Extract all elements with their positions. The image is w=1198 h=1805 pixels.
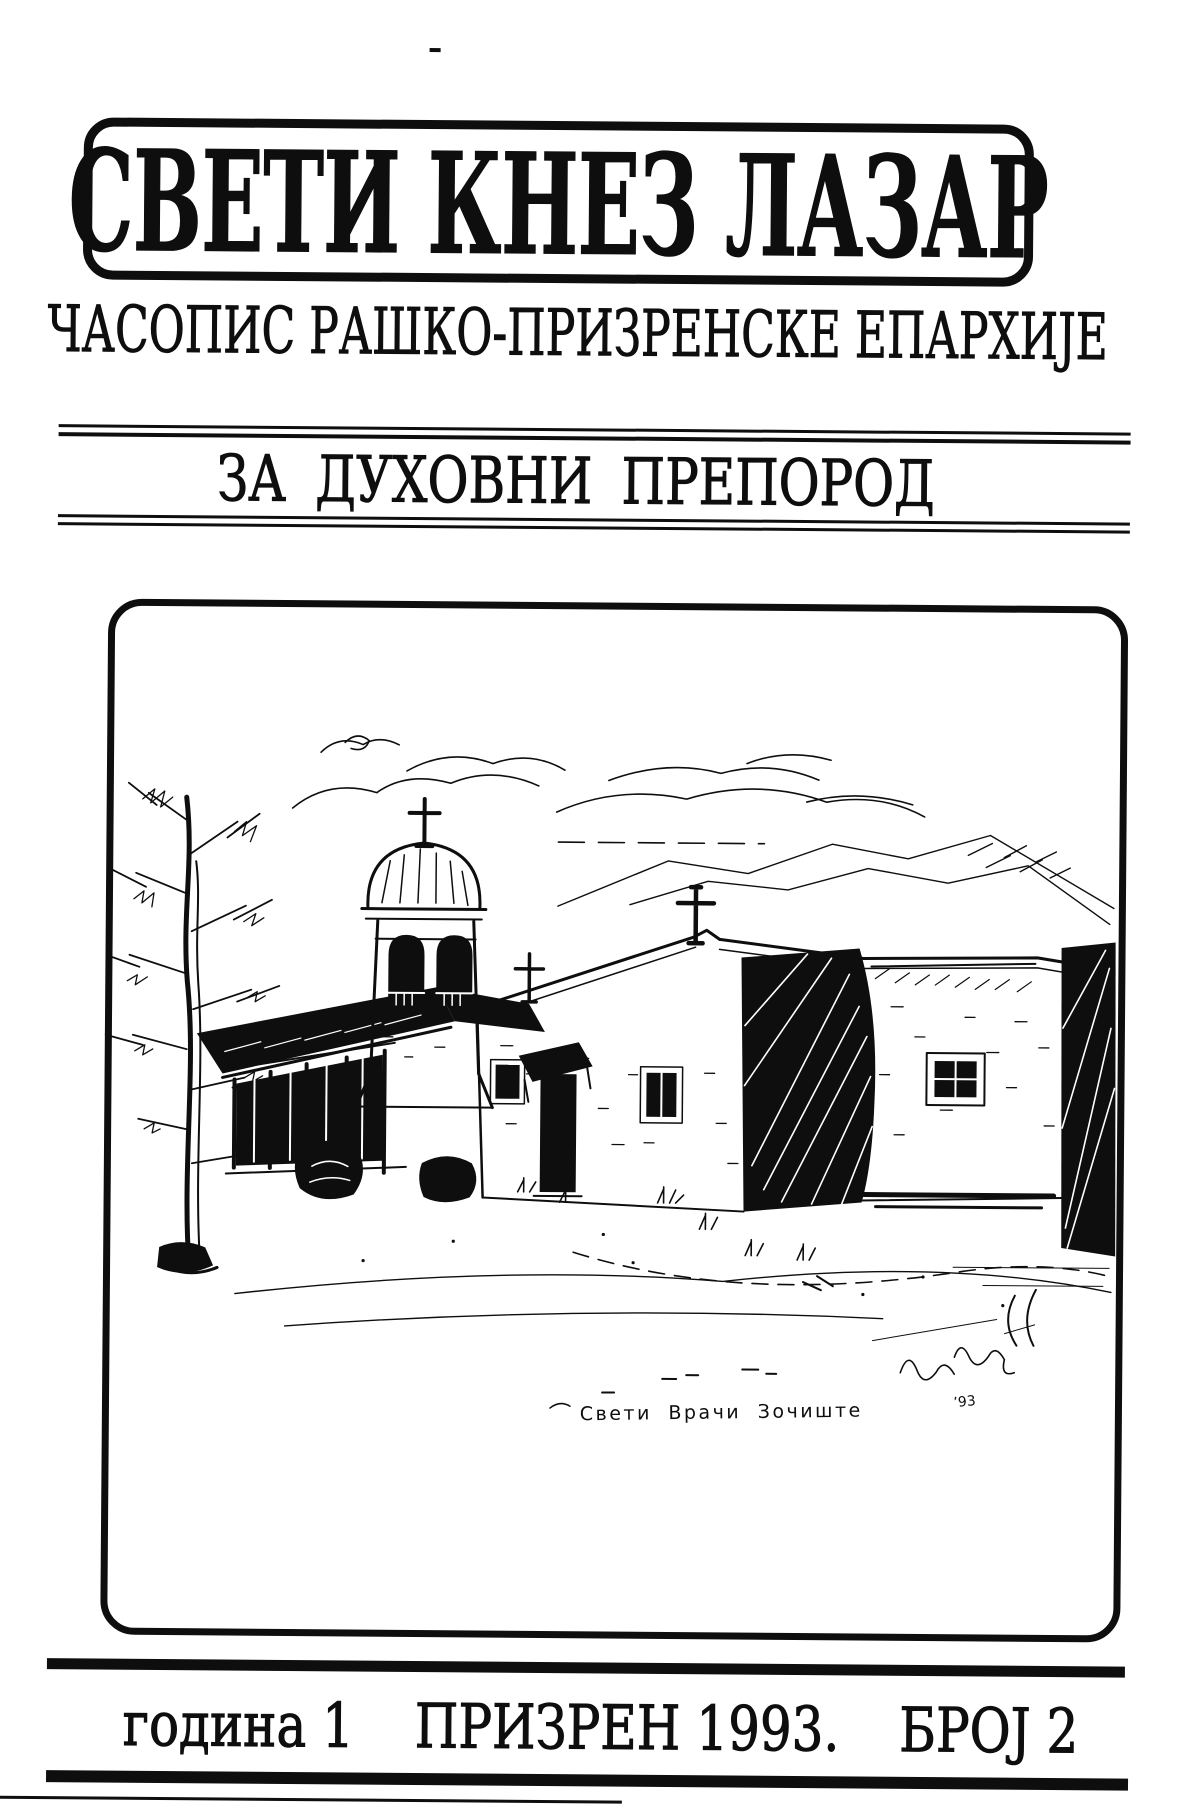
footer-issue: БРОЈ 2	[899, 1695, 1079, 1768]
mountain-ridge-sketch	[558, 832, 1115, 924]
cover-illustration-frame	[100, 599, 1128, 1643]
tower-cross-icon	[409, 799, 439, 846]
footer-imprint-row	[0, 1684, 1185, 1773]
magazine-subtitle: ЧАСОПИС РАШКО-ПРИЗРЕНСКЕ ЕПАРХИЈЕ	[47, 291, 1108, 375]
artist-signature	[900, 1347, 1014, 1380]
subtitle-row	[0, 286, 1158, 381]
magazine-title: СВЕТИ КНЕЗ ЛАЗАР	[68, 118, 1049, 291]
right-tree-shadow-mass	[1059, 942, 1117, 1256]
scan-line-bottom	[0, 1796, 622, 1804]
tagline-row	[0, 440, 1157, 525]
cover-illustration	[100, 599, 1128, 1643]
shrub-sketch	[295, 1141, 364, 1200]
tower-arch-window	[388, 935, 425, 1005]
tower-arch-window	[436, 935, 473, 1005]
magazine-tagline: ЗА ДУХОВНИ ПРЕПОРОД	[217, 442, 936, 522]
footer-rule-top	[47, 1658, 1125, 1677]
footer-place-year: ПРИЗРЕН 1993.	[414, 1691, 840, 1766]
caption-and-signature	[550, 1286, 1036, 1412]
illustration-caption: Свети Врачи Зочиште	[579, 1399, 863, 1426]
window-opening	[495, 1065, 519, 1099]
shrub-sketch	[419, 1156, 476, 1202]
church-building-sketch	[475, 885, 1118, 1256]
apse-shadow-mass	[740, 948, 877, 1213]
sketch-flourish	[1008, 1290, 1036, 1346]
footer-rule-bottom	[46, 1770, 1128, 1790]
masthead-title-box	[68, 117, 1049, 291]
footer-volume: година 1	[122, 1689, 355, 1762]
tower-dome	[368, 843, 481, 908]
ground-sketch	[234, 1140, 1112, 1396]
signature-year: ’93	[952, 1393, 977, 1412]
scan-speck	[430, 48, 441, 52]
roof-cross-large-icon	[678, 887, 714, 943]
church-door	[540, 1074, 577, 1192]
clouds-sketch	[292, 735, 925, 845]
